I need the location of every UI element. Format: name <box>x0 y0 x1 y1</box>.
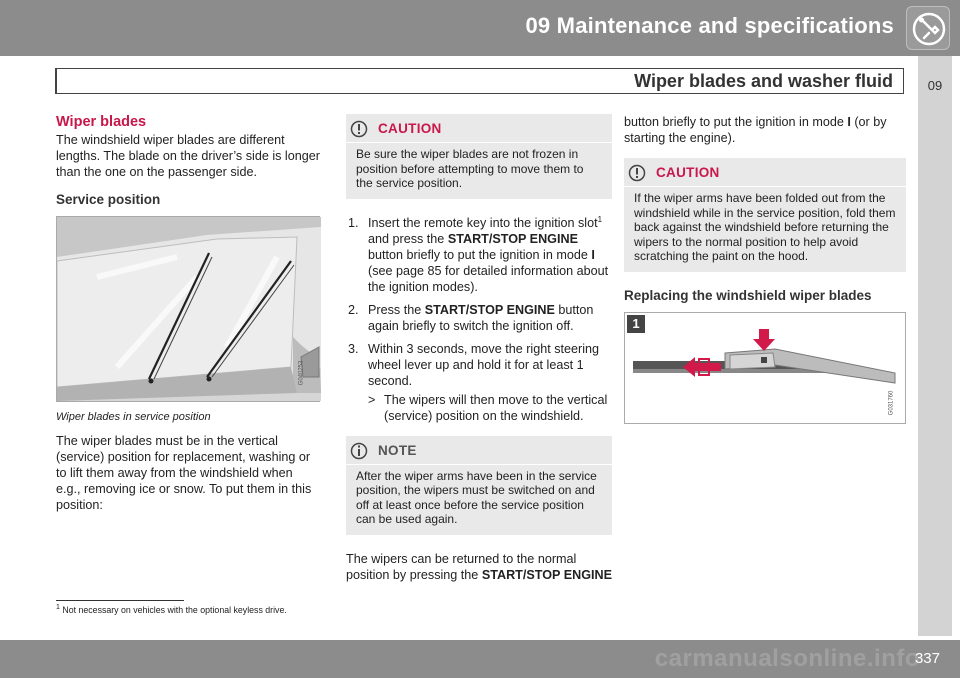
list-item: 2. Press the START/STOP ENGINE button again briefly to switch the ignition off. <box>348 302 594 333</box>
info-icon <box>350 442 368 460</box>
wrench-icon <box>906 6 950 50</box>
note-title: NOTE <box>378 442 417 458</box>
figure-step-badge: 1 <box>627 315 645 333</box>
section-title: Wiper blades and washer fluid <box>634 71 893 91</box>
caution-icon <box>350 120 368 138</box>
wiper-blades-heading: Wiper blades <box>56 114 147 130</box>
result-subitem: > The wipers will then move to the vertical (service) position on the windshield. <box>368 392 608 423</box>
caution-text: If the wiper arms have been folded out from the windshield while in the service position, fold them back against the windshield before returning the wipers to the normal position to help avoid scratching the paint on the hood. <box>634 191 896 263</box>
figure-caption: Wiper blades in service position <box>56 411 211 423</box>
footnote-divider <box>56 600 184 601</box>
page-number: 337 <box>914 650 940 667</box>
column-left <box>56 114 320 519</box>
caution-text: Be sure the wiper blades are not frozen in position before attempting to move them to the service position. <box>356 147 584 190</box>
list-item: 1. Insert the remote key into the ignition slot$^1$ and press the START/STOP ENGINE button briefly to put the ignition in mode I (see page 85 for detailed information about the ignition modes). <box>348 214 609 294</box>
figure-code: G031760 <box>888 390 895 415</box>
figure-code: G040253 <box>298 360 305 386</box>
service-position-body: The wiper blades must be in the vertical (service) position for replacement, washing or to lift them away from the windshield when e.g., removing ice or snow. To put them in this position: <box>56 434 312 512</box>
list-item: 3. Within 3 seconds, move the right steering wheel lever up and hold it for at least 1 second. > The wipers will then move to the vertical (service) position on the windshield. <box>346 341 612 424</box>
return-position-text: The wipers can be returned to the normal position by pressing the START/STOP ENGINE <box>346 551 612 582</box>
caution-title: CAUTION <box>378 121 442 136</box>
caution-title: CAUTION <box>656 165 720 180</box>
replacing-blades-heading: Replacing the windshield wiper blades <box>624 287 872 303</box>
wiper-blades-intro: The windshield wiper blades are different lengths. The blade on the driver’s side is longer than the one on the passenger side. <box>56 133 320 179</box>
chapter-title: 09 Maintenance and specifications <box>525 13 894 38</box>
caution-box <box>624 158 906 272</box>
footnote: $^1$ Not necessary on vehicles with the optional keyless drive. <box>56 604 287 615</box>
caution-box <box>346 114 612 199</box>
chapter-side-tab <box>918 56 952 636</box>
windshield-illustration <box>57 217 321 401</box>
caution-icon <box>628 164 646 182</box>
section-header-bar <box>56 68 904 94</box>
continued-text: button briefly to put the ignition in mode I (or by starting the engine). <box>624 115 887 145</box>
windshield-wipers-figure <box>56 216 320 402</box>
watermark: carmanualsonline.info <box>654 645 920 672</box>
chapter-tab-number: 09 <box>927 78 943 93</box>
note-text: After the wiper arms have been in the service position, the wipers must be switched on and off at least once before the service position can be used again. <box>356 468 597 526</box>
column-right <box>624 114 906 424</box>
wiper-blade-removal-figure <box>624 312 906 424</box>
footer-bar <box>0 640 960 678</box>
column-middle <box>346 114 612 589</box>
service-position-heading: Service position <box>56 192 161 207</box>
chapter-header-bar <box>0 0 960 56</box>
wiper-blade-illustration <box>625 313 905 423</box>
procedure-steps <box>346 215 612 424</box>
note-box <box>346 436 612 535</box>
